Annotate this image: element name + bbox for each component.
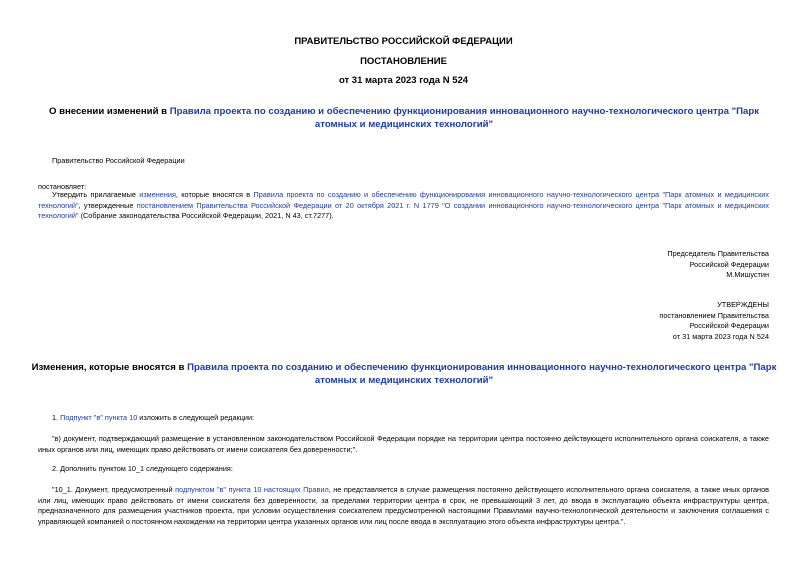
approved-label: УТВЕРЖДЕНЫ — [717, 300, 769, 309]
postanovlyaet-label: постановляет: — [38, 182, 87, 191]
item1-quote: "в) документ, подтверждающий размещение в установленном законодательством Российской Федерации порядке на территории центра постоянно действующего исполнительного органа соискателя, а также иных органов или лиц, имеющих право действовать от имени соискателя без доверенности;". — [38, 434, 769, 454]
approved-by: постановлением Правительства — [659, 310, 769, 320]
government-header: ПРАВИТЕЛЬСТВО РОССИЙСКОЙ ФЕДЕРАЦИИ — [294, 36, 513, 47]
approved-block — [659, 300, 769, 342]
change-item-2: 2. Дополнить пунктом 10_1 следующего содержания: — [52, 464, 233, 473]
changes-rules-link[interactable]: Правила проекта по созданию и обеспечению функционирования инновационного научно-технологического центра "Парк атомных и медицинских технологий" — [187, 362, 777, 386]
resolution-1779-link[interactable]: постановлением Правительства Российской Федерации от 20 октября 2021 г. N 1779 "О создании инновационного научно-технологического центра "Парк атомных и медицинских технологий" — [38, 200, 770, 220]
document-date: от 31 марта 2023 года N 524 — [338, 75, 469, 86]
signature-org: Российской Федерации — [689, 259, 769, 269]
approve-text-2: , которые вносятся в — [175, 190, 254, 199]
changes-title-prefix: Изменения, которые вносятся в — [31, 362, 188, 373]
item2-text-1: "10_1. Документ, предусмотренный — [52, 485, 176, 494]
approve-text-3: , утвержденные — [78, 200, 137, 210]
changes-title — [30, 361, 778, 387]
change-item-1 — [52, 413, 254, 424]
subpoint-v-link[interactable]: Подпункт "в" пункта 10 — [60, 413, 138, 422]
signature-name: М.Мишустин — [726, 270, 769, 279]
approve-paragraph — [38, 190, 769, 222]
rules-link[interactable]: Правила проекта по созданию и обеспечению функционирования инновационного научно-технологического центра "Парк атомных и медицинских технологий" — [169, 106, 760, 130]
title-prefix: О внесении изменений в — [48, 106, 170, 117]
rules-link-inline[interactable]: Правила проекта по созданию и обеспечению функционирования инновационного научно-технологического центра "Парк атомных и медицинских технологий" — [38, 190, 769, 210]
government-name: Правительство Российской Федерации — [52, 156, 185, 165]
signature-block — [667, 249, 769, 281]
approved-date: от 31 марта 2023 года N 524 — [672, 331, 769, 341]
approve-text-4: (Собрание законодательства Российской Федерации, 2021, N 43, ст.7277). — [78, 211, 334, 220]
item1-rest: изложить в следующей редакции: — [137, 413, 255, 422]
item2-quote — [38, 485, 769, 527]
signature-position: Председатель Правительства — [667, 249, 769, 258]
approved-org: Российской Федерации — [689, 321, 769, 330]
item1-number: 1. — [52, 413, 61, 422]
approve-text-1: Утвердить прилагаемые — [52, 190, 140, 199]
document-title — [30, 105, 778, 131]
document-kind: ПОСТАНОВЛЕНИЕ — [360, 56, 447, 67]
item2-text-2: , не представляется в случае размещения постоянно действующего исполнительного органа соискателя, а также иных органов или лиц, имеющих право действовать от имени соискателя без доверенности, за пределами территории центра в срок, не превышающий 3 лет, до ввода в эксплуатацию объекта инфраструктуры центра, предназначенного для размещения участников проекта, при условии осуществления соискателем предусмотренной настоящими Правилами научно-технологической деятельности и заключения соглашения с управляющей компанией о постоянном нахождении на территории центра указанных органов или лиц после ввода в эксплуатацию этого объекта инфраструктуры центра.". — [38, 485, 770, 526]
changes-link[interactable]: изменения — [139, 190, 176, 199]
subpoint-v-rules-link[interactable]: подпунктом "в" пункта 10 настоящих Правил — [175, 485, 329, 494]
